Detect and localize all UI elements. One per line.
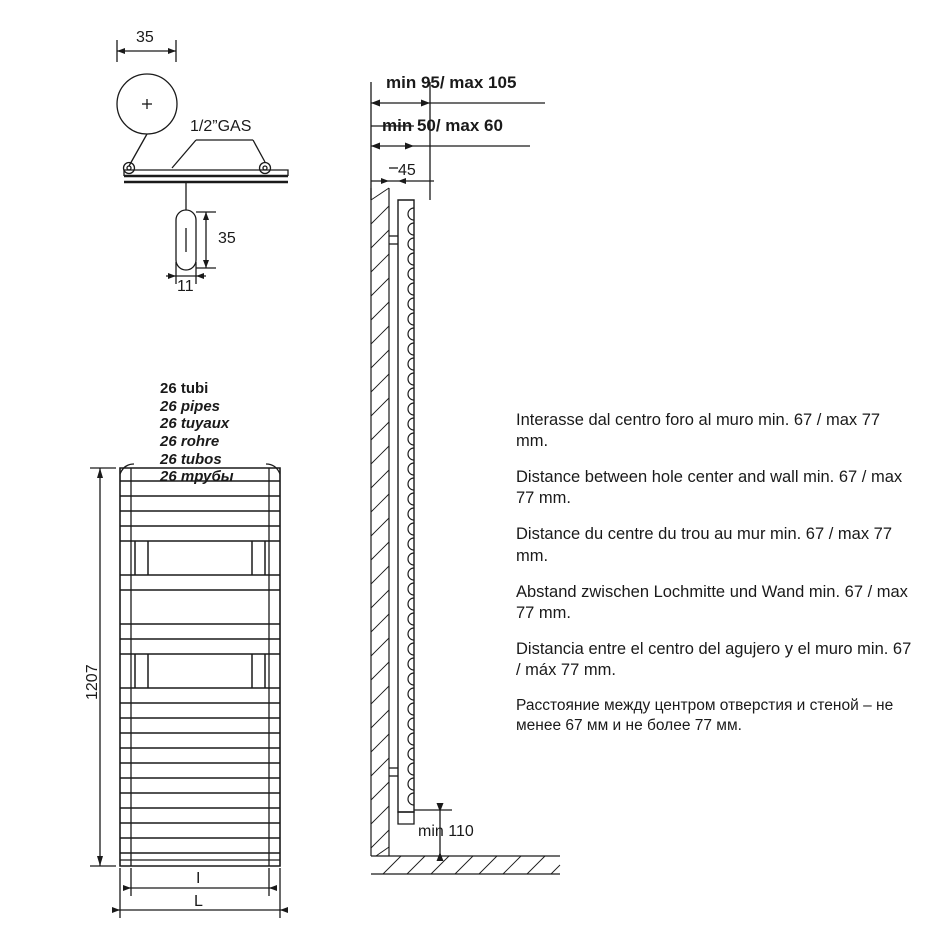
pipes-de: 26 rohre [160,433,220,451]
dim-label-min110: min 110 [418,823,474,840]
wall-hatch [371,188,389,856]
dim-35-oval [196,212,216,268]
dim-label-min95-max105: min 95/ max 105 [386,73,517,92]
pipes-count-block [160,380,234,486]
dim-label-L: L [194,893,203,910]
dim-label-1207: 1207 [84,664,101,700]
dim-label-35-top: 35 [136,29,154,46]
dim-label-gas: 1/2”GAS [190,118,252,135]
note-fr: Distance du centre du trou au mur min. 67 / max 77 mm. [516,525,893,565]
wall-section [371,188,389,856]
oval-detail [176,210,196,270]
radiator-side-view [389,200,414,824]
note-de: Abstand zwischen Lochmitte und Wand min. 67 / max 77 mm. [516,582,908,622]
note-en: Distance between hole center and wall min. 67 / max 77 mm. [516,468,903,508]
dim-label-45: 45 [398,162,416,179]
dim-min95-max105 [371,82,545,200]
pipes-fr: 26 tuyaux [160,415,230,433]
pipes-it: 26 tubi [160,380,209,397]
radiator-front-view [120,464,280,866]
pipes-ru: 26 трубы [160,468,234,486]
pipes-en: 26 pipes [160,397,221,415]
dim-label-35-oval: 35 [218,230,236,247]
note-ru: Расстояние между центром отверстия и стеной – не менее 67 мм и не более 77 мм. [516,697,894,734]
notes-block [516,410,916,751]
note-es: Distancia entre el centro del agujero y el muro min. 67 / máx 77 mm. [516,639,912,679]
note-it: Interasse dal centro foro al muro min. 67 / max 77 mm. [516,411,881,451]
floor-section [371,856,560,874]
dim-label-11: 11 [177,278,194,295]
dim-label-min50-max60: min 50/ max 60 [382,116,503,135]
floor-hatch [383,856,560,874]
pipes-es: 26 tubos [160,450,222,468]
dim-label-I: I [196,870,201,887]
